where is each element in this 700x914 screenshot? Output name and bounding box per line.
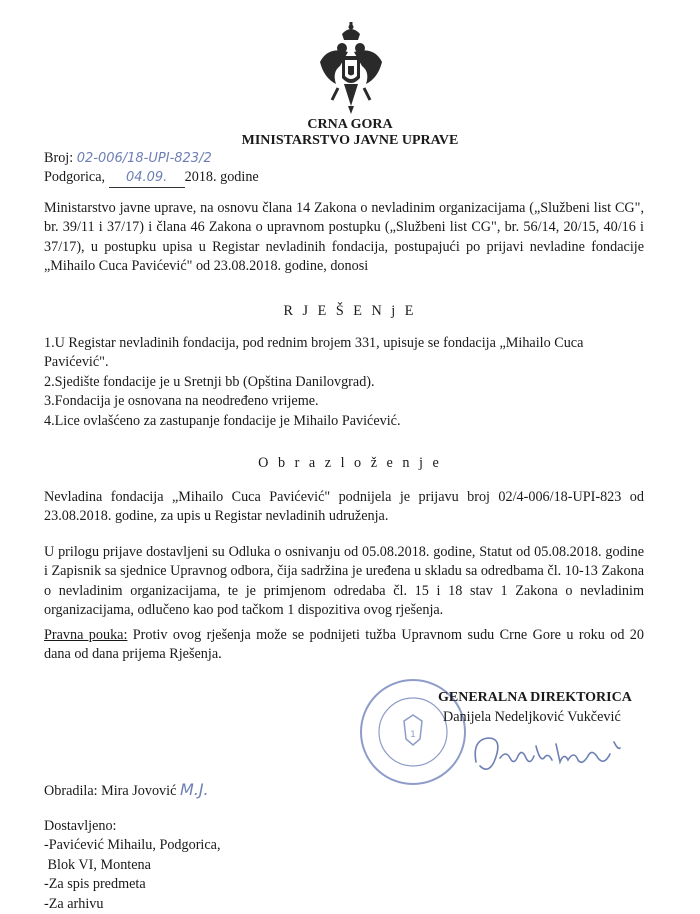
legal-advice-label: Pravna pouka:: [44, 627, 128, 643]
country-heading: CRNA GORA: [307, 117, 393, 132]
delivery-label: Dostavljeno:: [44, 818, 117, 834]
case-number-label: Broj:: [44, 150, 74, 166]
montenegro-coat-of-arms-icon: [318, 22, 384, 117]
reasoning-paragraph-2: U prilogu prijave dostavljeni su Odluka o osnivanju od 05.08.2018. godine, Statut od 05.08.2018. godine i Zapisnik sa sjednice Upravnog odbora, čija sadržina je uređena u skladu sa odredbama čl. 10-13 Zakona o nevladinim organizacijama, te je primjenom odredaba čl. 15 i 18 stav 1 Zakona o nevladinim organizacijama, odlučeno kao pod tačkom 1 dispozitiva ovog rješenja.: [44, 544, 644, 619]
delivery-line: -Pavićević Mihailu, Podgorica,: [44, 837, 221, 854]
processed-by-label: Obradila: Mira Jovović: [44, 783, 177, 799]
handwritten-initials: M.J.: [179, 780, 209, 799]
processed-by: [44, 780, 209, 801]
decision-item: 4.Lice ovlašćeno za zastupanje fondacije je Mihailo Pavićević.: [44, 412, 401, 429]
delivery-line: -Za arhivu: [44, 895, 104, 912]
reasoning-title: O b r a z l o ž e n j e: [258, 455, 442, 471]
delivery-line: Blok VI, Montena: [44, 856, 151, 873]
signatory-title: GENERALNA DIREKTORICA: [438, 690, 632, 705]
delivery-list: [44, 817, 221, 914]
signatory-name: Danijela Nedeljković Vukčević: [443, 709, 621, 725]
svg-text:1: 1: [410, 730, 416, 740]
date-suffix: 2018. godine: [184, 169, 259, 185]
decision-item: 3.Fondacija je osnovana na neodređeno vrijeme.: [44, 393, 319, 410]
ministry-heading: MINISTARSTVO JAVNE UPRAVE: [241, 133, 459, 148]
decision-item: 2.Sjedište fondacije je u Sretnji bb (Opština Danilovgrad).: [44, 373, 375, 390]
decision-items: [44, 334, 644, 431]
intro-paragraph: Ministarstvo javne uprave, na osnovu člana 14 Zakona o nevladinim organizacijama („Službeni list CG", br. 39/11 i 37/17) i člana 46 Zakona o upravnom postupku („Službeni list CG", br. 56/14, 20/15, 40/16 i 37/17), u postupku upisa u Registar nevladinih fondacija, postupajući po prijavi nevladine fondacije „Mihailo Cuca Pavićević" od 23.08.2018. godine, donosi: [44, 200, 644, 275]
case-number-value: 02-006/18-UPI-823/2: [76, 151, 212, 166]
case-number: [44, 149, 212, 168]
handwritten-signature: [470, 722, 630, 782]
legal-advice: [44, 626, 644, 665]
reasoning-paragraph-1: Nevladina fondacija „Mihailo Cuca Pavićević" podnijela je prijavu broj 02/4-006/18-UPI-823 od 23.08.2018. godine, za upis u Registar nevladinih udruženja.: [44, 489, 644, 525]
delivery-line: -Za spis predmeta: [44, 876, 146, 893]
legal-advice-text: Protiv ovog rješenja može se podnijeti tužba Upravnom sudu Crne Gore u roku od 20 dana od dana prijema Rješenja.: [44, 627, 644, 663]
decision-item: 1.U Registar nevladinih fondacija, pod rednim brojem 331, upisuje se fondacija „Mihailo Cuca Pavićević".: [44, 335, 584, 371]
place-label: Podgorica,: [44, 169, 106, 185]
handwritten-date: 04.09.: [109, 168, 185, 188]
document-date: [44, 168, 259, 188]
decision-title: R J E Š E N j E: [283, 303, 417, 319]
